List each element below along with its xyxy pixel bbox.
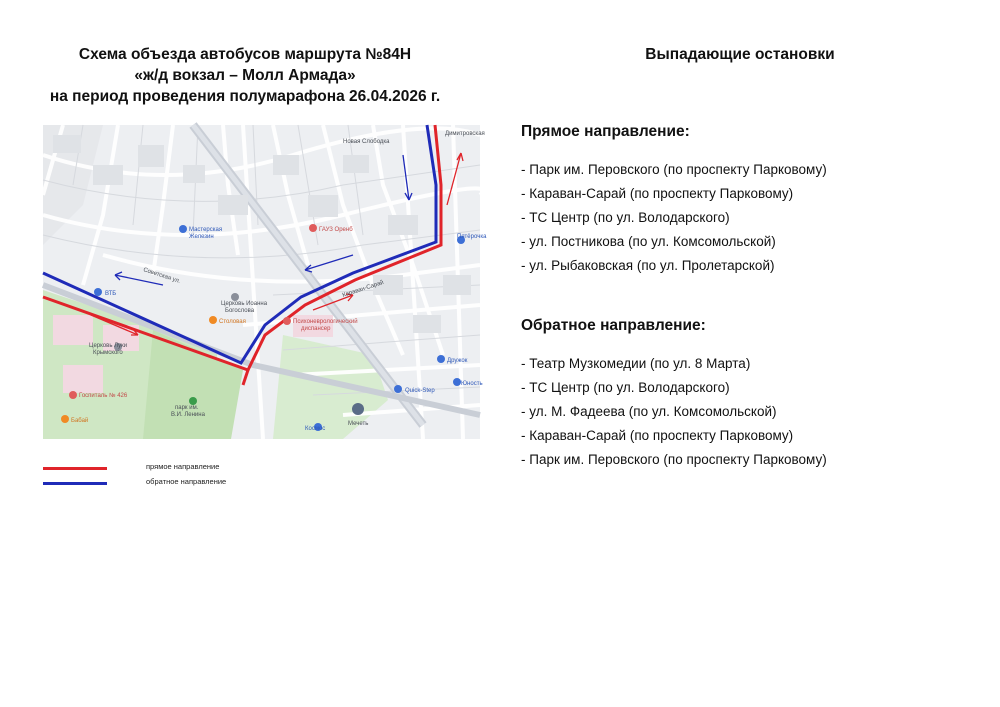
reverse-stops-list: [521, 352, 827, 472]
list-item: - Караван-Сарай (по проспекту Парковому): [521, 428, 794, 443]
map-label: Пятёрочка: [457, 234, 487, 240]
detour-map[interactable]: [43, 125, 487, 439]
title-line-2: «ж/д вокзал – Молл Армада»: [134, 67, 356, 84]
map-label: Психоневрологический: [293, 319, 358, 325]
legend-direct: [43, 462, 343, 474]
legend-reverse-label: обратное направление: [146, 477, 227, 486]
list-item: - Парк им. Перовского (по проспекту Парковому): [521, 162, 827, 177]
legend-direct-line: [43, 467, 107, 470]
list-item: - ул. М. Фадеева (по ул. Комсомольской): [521, 404, 777, 419]
list-item: - ТС Центр (по ул. Володарского): [521, 210, 730, 225]
legend-reverse: [43, 477, 343, 489]
map-label: ВТБ: [105, 291, 117, 297]
map-label: Космос: [305, 426, 326, 432]
stops-title: Выпадающие остановки: [645, 46, 835, 63]
direct-heading: Прямое направление:: [521, 123, 690, 140]
map-label: Дружок: [447, 358, 468, 364]
map-legend: [43, 462, 343, 492]
map-label: парк им.: [175, 405, 199, 411]
map-label: Церковь Иоанна: [221, 301, 268, 307]
list-item: - ТС Центр (по ул. Володарского): [521, 380, 730, 395]
map-label: В.И. Ленина: [171, 412, 205, 418]
map-label: Караван-Сарай: [341, 279, 385, 299]
list-item: - ул. Постникова (по ул. Комсомольской): [521, 234, 776, 249]
map-label: Quick-Step: [405, 388, 435, 394]
map-label: Мастерская: [189, 227, 223, 233]
map-label: Мечеть: [348, 421, 369, 427]
map-label: Железин: [189, 234, 214, 240]
page-title: [30, 44, 460, 107]
title-line-1: Схема объезда автобусов маршрута №84Н: [78, 46, 412, 63]
map-label: Новая Слободка: [343, 139, 390, 145]
map-label: ГАУЗ Оренб: [319, 227, 353, 233]
map-label: Димитровская: [445, 131, 485, 137]
list-item: - Караван-Сарай (по проспекту Парковому): [521, 186, 794, 201]
map-label: Крымского: [93, 350, 123, 356]
map-label: Советская ул.: [142, 267, 182, 285]
map-label: Госпиталь № 426: [79, 393, 128, 399]
list-item: - Театр Музкомедии (по ул. 8 Марта): [521, 356, 751, 371]
map-label: Столовая: [219, 319, 246, 325]
direct-stops-list: [521, 158, 827, 278]
list-item: - Парк им. Перовского (по проспекту Парковому): [521, 452, 827, 467]
legend-direct-label: прямое направление: [146, 462, 220, 471]
list-item: - ул. Рыбаковская (по ул. Пролетарской): [521, 258, 775, 273]
map-canvas: [43, 125, 487, 439]
reverse-heading: Обратное направление:: [521, 317, 706, 334]
title-line-3: на период проведения полумарафона 26.04.2026 г.: [49, 88, 441, 105]
map-label: Церковь Луки: [89, 343, 128, 349]
map-label: Богослова: [225, 308, 255, 314]
map-label: диспансер: [301, 326, 331, 332]
legend-reverse-line: [43, 482, 107, 485]
map-label: Бабай: [71, 418, 89, 424]
map-label: Юность: [461, 381, 483, 387]
